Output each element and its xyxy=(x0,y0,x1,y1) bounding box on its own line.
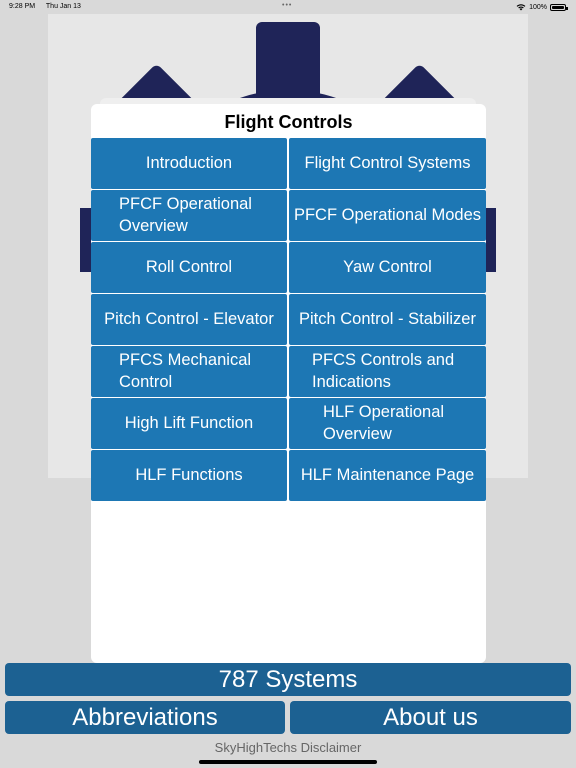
home-indicator[interactable] xyxy=(199,760,377,764)
battery-icon xyxy=(550,4,566,11)
status-date: Thu Jan 13 xyxy=(45,3,81,10)
wifi-icon xyxy=(516,3,526,11)
battery-percentage: 100% xyxy=(529,3,547,11)
topic-pitch-control-stabilizer-button[interactable]: Pitch Control - Stabilizer xyxy=(289,294,486,345)
status-time: 9:28 PM xyxy=(9,3,36,10)
topic-roll-control-button[interactable]: Roll Control xyxy=(91,242,287,293)
topic-high-lift-function-button[interactable]: High Lift Function xyxy=(91,398,287,449)
topic-flight-control-systems-button[interactable]: Flight Control Systems xyxy=(289,138,486,189)
about-us-button[interactable]: About us xyxy=(290,701,571,734)
topic-pfcs-controls-indications-button[interactable]: PFCS Controls and Indications xyxy=(289,346,486,397)
topic-pfcf-operational-overview-button[interactable]: PFCF Operational Overview xyxy=(91,190,287,241)
battery-level-fill xyxy=(552,6,564,9)
topic-pfcf-operational-modes-button[interactable]: PFCF Operational Modes xyxy=(289,190,486,241)
flight-controls-modal xyxy=(91,104,486,663)
status-bar xyxy=(0,0,576,14)
topic-introduction-button[interactable]: Introduction xyxy=(91,138,287,189)
topic-hlf-maintenance-page-button[interactable]: HLF Maintenance Page xyxy=(289,450,486,501)
multitasking-dots[interactable]: ••• xyxy=(282,2,293,9)
status-left xyxy=(9,3,81,10)
topic-hlf-operational-overview-button[interactable]: HLF Operational Overview xyxy=(289,398,486,449)
topic-hlf-functions-button[interactable]: HLF Functions xyxy=(91,450,287,501)
abbreviations-button[interactable]: Abbreviations xyxy=(5,701,285,734)
787-systems-button[interactable]: 787 Systems xyxy=(5,663,571,696)
topic-grid xyxy=(91,138,486,501)
status-right xyxy=(516,3,566,11)
topic-yaw-control-button[interactable]: Yaw Control xyxy=(289,242,486,293)
disclaimer-link[interactable]: SkyHighTechs Disclaimer xyxy=(214,740,362,755)
modal-title: Flight Controls xyxy=(224,112,353,132)
topic-pfcs-mechanical-control-button[interactable]: PFCS Mechanical Control xyxy=(91,346,287,397)
topic-pitch-control-elevator-button[interactable]: Pitch Control - Elevator xyxy=(91,294,287,345)
